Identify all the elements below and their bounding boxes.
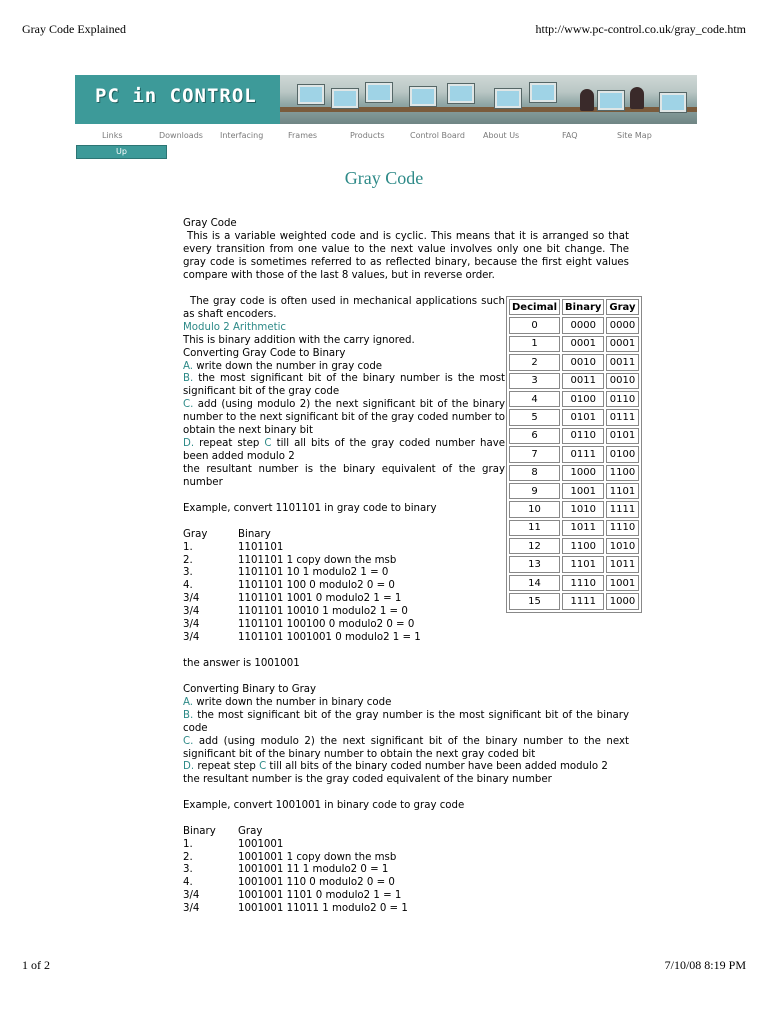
- monitor-shape: [598, 91, 624, 110]
- step-text: repeat step: [199, 437, 265, 449]
- gray-cell: 1000: [606, 593, 638, 609]
- example-step: 3.: [183, 864, 193, 876]
- person-shape: [630, 87, 644, 109]
- page-number: 1 of 2: [22, 958, 50, 972]
- step-letter: D.: [183, 437, 195, 449]
- step-letter: C.: [183, 399, 194, 411]
- page-title: Gray Code: [344, 168, 424, 188]
- example-step: 2.: [183, 851, 193, 863]
- nav-item[interactable]: Links: [102, 131, 123, 140]
- example-col-b: Gray: [238, 825, 263, 837]
- monitor-shape: [366, 83, 392, 102]
- nav-item[interactable]: Interfacing: [220, 131, 264, 140]
- gray-cell: 0101: [606, 428, 638, 444]
- gray-cell: 1111: [606, 501, 638, 517]
- example-step: 3/4: [183, 903, 200, 915]
- gray-cell: 0001: [606, 336, 638, 352]
- example-rows: [183, 542, 629, 645]
- binary-cell: 1011: [562, 520, 604, 536]
- example-value: 1001001 11 1 modulo2 0 = 1: [238, 864, 389, 876]
- step-b: [183, 710, 629, 736]
- monitor-shape: [410, 87, 436, 106]
- site-nav: [75, 131, 697, 143]
- example-step: 3/4: [183, 619, 200, 631]
- step-letter: A.: [183, 696, 194, 708]
- example-step: 3/4: [183, 593, 200, 605]
- gray-cell: 0000: [606, 317, 638, 333]
- print-title: Gray Code Explained: [22, 22, 126, 36]
- example-header-row: [183, 826, 629, 839]
- example-row: [183, 542, 629, 555]
- decimal-cell: 8: [509, 465, 560, 481]
- conversion-heading: Converting Gray Code to Binary: [183, 347, 346, 359]
- example-step: 2.: [183, 554, 193, 566]
- print-footer: [22, 958, 746, 974]
- nav-item[interactable]: Products: [350, 131, 385, 140]
- step-letter: D.: [183, 761, 195, 773]
- intro-heading: Gray Code: [183, 218, 237, 229]
- step-text: till all bits of the gray coded number have been added modulo 2: [183, 437, 506, 462]
- monitor-shape: [495, 89, 521, 108]
- example-value: 1001001 11011 1 modulo2 0 = 1: [238, 903, 408, 915]
- step-text: till all bits of the binary coded number have been added modulo 2: [266, 761, 608, 773]
- example-step: 1.: [183, 838, 193, 850]
- modulo-heading: Modulo 2 Arithmetic: [183, 321, 287, 333]
- step-c: [183, 736, 629, 762]
- step-a: [183, 697, 629, 710]
- example-row: [183, 839, 629, 852]
- binary-cell: 1111: [562, 593, 604, 609]
- step-a: [183, 361, 505, 374]
- decimal-cell: 6: [509, 428, 560, 444]
- example-col-a: Binary: [183, 825, 216, 837]
- binary-cell: 0000: [562, 317, 604, 333]
- example-step: 1.: [183, 541, 193, 553]
- decimal-cell: 5: [509, 409, 560, 425]
- binary-cell: 0110: [562, 428, 604, 444]
- step-letter: B.: [183, 373, 194, 385]
- step-d: [183, 438, 505, 464]
- binary-cell: 0010: [562, 354, 604, 370]
- monitor-shape: [530, 83, 556, 102]
- decimal-cell: 4: [509, 391, 560, 407]
- example-intro: Example, convert 1001001 in binary code to gray code: [183, 800, 465, 811]
- table-row: [509, 409, 639, 425]
- spacer: [183, 516, 629, 529]
- up-button[interactable]: Up: [76, 145, 167, 159]
- example-value: 1101101 10 1 modulo2 1 = 0: [238, 567, 389, 579]
- monitor-shape: [332, 89, 358, 108]
- binary-cell: 1000: [562, 465, 604, 481]
- example-row: [183, 619, 629, 632]
- example-value: 1001001: [238, 838, 284, 850]
- step-b: [183, 373, 505, 399]
- monitor-shape: [448, 84, 474, 103]
- example-row: [183, 555, 629, 568]
- example-row: [183, 864, 629, 877]
- example-row: [183, 606, 629, 619]
- decimal-cell: 15: [509, 593, 560, 609]
- example-value: 1101101: [238, 541, 284, 553]
- example-step: 4.: [183, 580, 193, 592]
- step-d: [183, 761, 629, 774]
- computer-lab-photo: [280, 75, 697, 124]
- example-row: [183, 903, 629, 916]
- decimal-cell: 1: [509, 336, 560, 352]
- nav-item[interactable]: Frames: [288, 131, 318, 140]
- table-header-row: [509, 299, 639, 315]
- binary-cell: 1101: [562, 556, 604, 572]
- gray-cell: 1110: [606, 520, 638, 536]
- example-step: 3.: [183, 567, 193, 579]
- example-value: 1001001 1101 0 modulo2 1 = 1: [238, 890, 402, 902]
- example-value: 1101101 100100 0 modulo2 0 = 0: [238, 619, 415, 631]
- example-value: 1101101 100 0 modulo2 0 = 0: [238, 580, 395, 592]
- example-row: [183, 852, 629, 865]
- table-row: [509, 446, 639, 462]
- step-text: the most significant bit of the binary number is the most significant bit of the gray code: [183, 373, 505, 398]
- example-row: [183, 580, 629, 593]
- binary-cell: 0100: [562, 391, 604, 407]
- decimal-cell: 9: [509, 483, 560, 499]
- gray-cell: 1001: [606, 575, 638, 591]
- binary-to-gray-section: [183, 684, 629, 787]
- decimal-cell: 10: [509, 501, 560, 517]
- decimal-cell: 3: [509, 373, 560, 389]
- binary-cell: 1001: [562, 483, 604, 499]
- example-value: 1001001 1 copy down the msb: [238, 851, 397, 863]
- step-ref: C: [264, 437, 272, 449]
- gray-to-binary-section: [183, 296, 505, 490]
- example-gray-to-binary: [183, 503, 629, 671]
- modulo-text: This is binary addition with the carry ignored.: [183, 334, 415, 346]
- gray-cell: 0111: [606, 409, 638, 425]
- decimal-cell: 13: [509, 556, 560, 572]
- step-ref: C: [259, 761, 267, 773]
- nav-item[interactable]: About Us: [483, 131, 520, 140]
- binary-cell: 1110: [562, 575, 604, 591]
- column-header: Binary: [562, 299, 604, 315]
- gray-cell: 0100: [606, 446, 638, 462]
- gray-cell: 0011: [606, 354, 638, 370]
- table-row: [509, 483, 639, 499]
- table-row: [509, 428, 639, 444]
- gray-cell: 1101: [606, 483, 638, 499]
- result-text: the resultant number is the binary equivalent of the gray number: [183, 463, 505, 488]
- monitor-shape: [660, 93, 686, 112]
- binary-cell: 0101: [562, 409, 604, 425]
- monitor-shape: [298, 85, 324, 104]
- table-row: [509, 391, 639, 407]
- step-text: write down the number in gray code: [196, 360, 383, 372]
- site-banner: [75, 75, 697, 124]
- example-header-row: [183, 529, 629, 542]
- column-header: Gray: [606, 299, 638, 315]
- print-header: [22, 22, 746, 38]
- decimal-cell: 7: [509, 446, 560, 462]
- example-row: [183, 567, 629, 580]
- table-row: [509, 354, 639, 370]
- example-rows: [183, 839, 629, 916]
- binary-cell: 1100: [562, 538, 604, 554]
- print-timestamp: 7/10/08 8:19 PM: [664, 958, 746, 972]
- example-col-a: Gray: [183, 528, 208, 540]
- decimal-cell: 11: [509, 520, 560, 536]
- example-value: 1101101 1001 0 modulo2 1 = 1: [238, 593, 402, 605]
- step-letter: B.: [183, 709, 194, 721]
- step-letter: C.: [183, 735, 194, 747]
- example-binary-to-gray: [183, 800, 629, 916]
- spacer: [183, 813, 629, 826]
- gray-cell: 1010: [606, 538, 638, 554]
- nav-item[interactable]: FAQ: [562, 131, 578, 140]
- decimal-cell: 0: [509, 317, 560, 333]
- table-row: [509, 317, 639, 333]
- step-text: add (using modulo 2) the next significant bit of the binary number to the next significant bit of the binary number to obtain the next gray coded bit: [183, 735, 629, 760]
- step-letter: A.: [183, 360, 194, 372]
- step-text: add (using modulo 2) the next significant bit of the binary number to the next significant bit of the gray coded number to obtain the next binary bit: [183, 399, 505, 437]
- decimal-cell: 14: [509, 575, 560, 591]
- gray-cell: 0010: [606, 373, 638, 389]
- step-text: repeat step: [197, 761, 260, 773]
- binary-cell: 0011: [562, 373, 604, 389]
- example-intro: Example, convert 1101101 in gray code to binary: [183, 503, 437, 514]
- intro-section: [183, 218, 629, 283]
- site-logo[interactable]: PC in CONTROL: [95, 85, 257, 107]
- decimal-cell: 12: [509, 538, 560, 554]
- example-step: 3/4: [183, 606, 200, 618]
- example-value: 1101101 10010 1 modulo2 1 = 0: [238, 606, 408, 618]
- binary-cell: 0001: [562, 336, 604, 352]
- spacer: [183, 645, 629, 658]
- example-value: 1101101 1 copy down the msb: [238, 554, 397, 566]
- nav-item[interactable]: Control Board: [410, 131, 465, 140]
- step-c: [183, 399, 505, 438]
- gray-cell: 1011: [606, 556, 638, 572]
- person-shape: [580, 89, 594, 111]
- example-step: 3/4: [183, 631, 200, 643]
- table-row: [509, 465, 639, 481]
- column-header: Decimal: [509, 299, 560, 315]
- nav-item[interactable]: Site Map: [617, 131, 652, 140]
- example-row: [183, 877, 629, 890]
- nav-item[interactable]: Downloads: [159, 131, 203, 140]
- example-value: 1001001 110 0 modulo2 0 = 0: [238, 877, 395, 889]
- example-row: [183, 632, 629, 645]
- binary-cell: 1010: [562, 501, 604, 517]
- gray-cell: 0110: [606, 391, 638, 407]
- example-step: 4.: [183, 877, 193, 889]
- example-value: 1101101 1001001 0 modulo2 1 = 1: [238, 631, 421, 643]
- step-text: write down the number in binary code: [196, 696, 392, 708]
- example-step: 3/4: [183, 890, 200, 902]
- example-col-b: Binary: [238, 528, 271, 540]
- table-row: [509, 373, 639, 389]
- example-answer: the answer is 1001001: [183, 657, 300, 669]
- intro-paragraph: This is a variable weighted code and is cyclic. This means that it is arranged so that every transition from one value to the next value involves only one bit change. The gray code is sometimes referred to as reflected binary, because the first eight values compare with those of the last 8 values, but in reverse order.: [183, 230, 629, 281]
- example-row: [183, 593, 629, 606]
- table-row: [509, 336, 639, 352]
- shaft-encoder-paragraph: The gray code is often used in mechanical applications such as shaft encoders.: [183, 296, 505, 320]
- result-text: the resultant number is the gray coded equivalent of the binary number: [183, 774, 552, 786]
- print-url[interactable]: http://www.pc-control.co.uk/gray_code.htm: [535, 22, 746, 36]
- example-row: [183, 890, 629, 903]
- conversion-heading: Converting Binary to Gray: [183, 684, 317, 695]
- gray-cell: 1100: [606, 465, 638, 481]
- step-text: the most significant bit of the gray number is the most significant bit of the binary code: [183, 709, 629, 734]
- decimal-cell: 2: [509, 354, 560, 370]
- binary-cell: 0111: [562, 446, 604, 462]
